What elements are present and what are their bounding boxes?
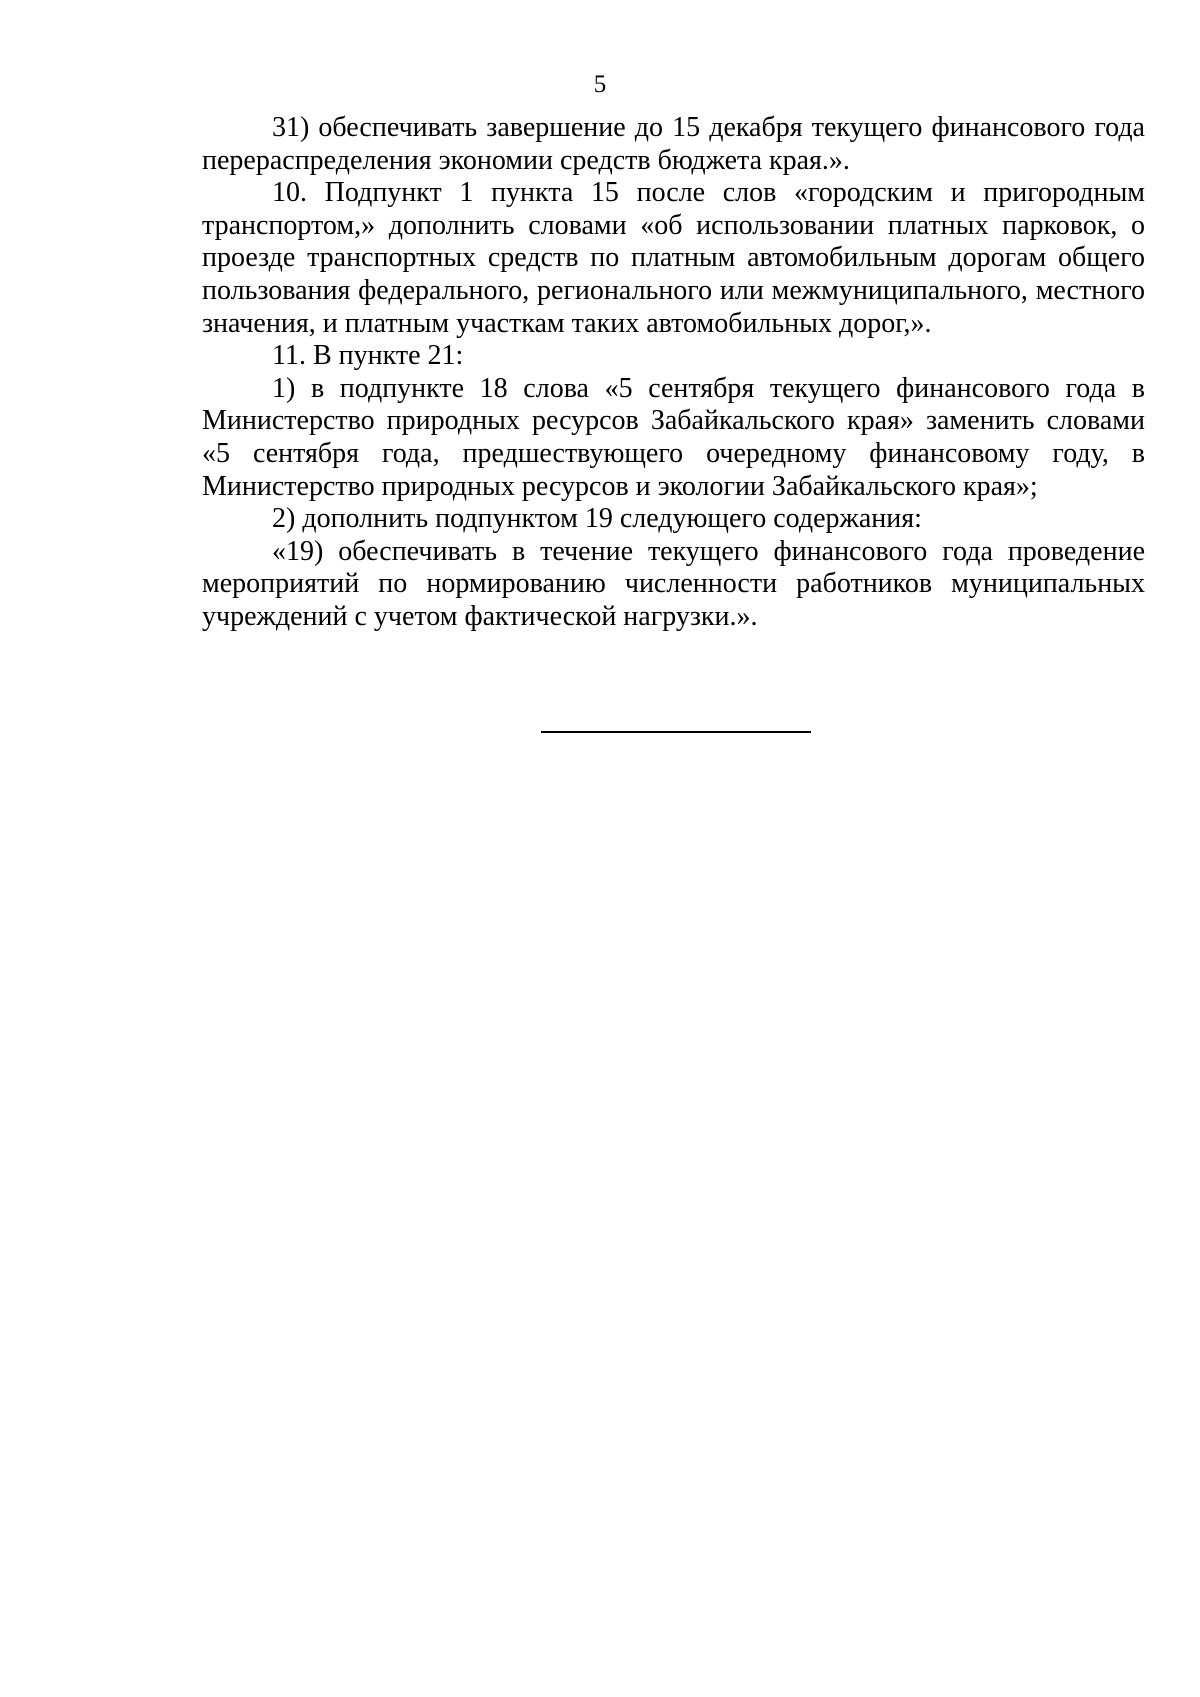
paragraph-subitem-1: 1) в подпункте 18 слова «5 сентября текущего финансового года в Министерство природных ресурсов Забайкальского края» заменить словами «5 сентября года, предшествующего очередному финансовому году, в Министерство природных ресурсов и экологии Забайкальского края»; — [202, 372, 1145, 502]
paragraph-point-11: 11. В пункте 21: — [272, 340, 464, 372]
document-body — [202, 112, 1145, 634]
paragraph-point-10: 10. Подпункт 1 пункта 15 после слов «городским и пригородным транспортом,» дополнить словами «об использовании платных парковок, о проезде транспортных средств по платным автомобильным дорогам общего пользования федерального, регионального или межмуниципального, местного значения, и платным участкам таких автомобильных дорог,». — [202, 177, 1145, 339]
paragraph-item-31: 31) обеспечивать завершение до 15 декабря текущего финансового года перераспределения экономии средств бюджета края.». — [202, 112, 1145, 176]
paragraph-subitem-2: 2) дополнить подпунктом 19 следующего содержания: — [272, 503, 922, 535]
paragraph-item-19: «19) обеспечивать в течение текущего финансового года проведение мероприятий по нормированию численности работников муниципальных учреждений с учетом фактической нагрузки.». — [202, 535, 1145, 632]
end-of-document-rule — [541, 731, 811, 733]
page-number: 5 — [593, 71, 607, 98]
